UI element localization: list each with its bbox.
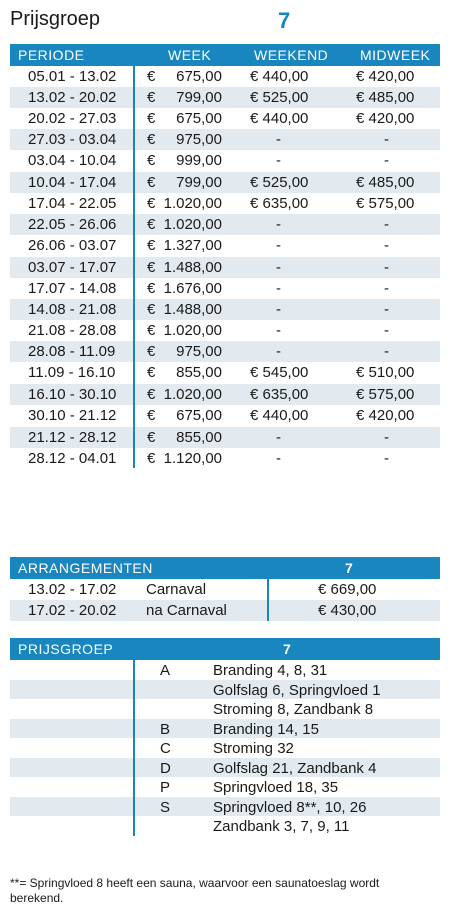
page-title: Prijsgroep <box>10 8 101 30</box>
weekend-price: € 440,00 <box>250 407 309 424</box>
weekend-price: - <box>276 237 281 254</box>
header-midweek: MIDWEEK <box>360 47 431 63</box>
period-row <box>10 129 440 150</box>
footnote: **= Springvloed 8 heeft een sauna, waarvoor een saunatoeslag wordt berekend. <box>10 876 380 905</box>
price-group-code: B <box>160 720 171 738</box>
period-cell: 17.07 - 14.08 <box>28 280 117 297</box>
period-cell: 03.07 - 17.07 <box>28 259 117 276</box>
weekend-price: - <box>276 429 281 446</box>
weekend-price: - <box>276 450 281 467</box>
price-group-locations: Zandbank 3, 7, 9, 11 <box>213 818 350 835</box>
week-price: 675,00 <box>176 407 222 424</box>
midweek-price: € 420,00 <box>356 110 415 127</box>
price-group-locations: Golfslag 6, Springvloed 1 <box>213 681 381 699</box>
weekend-price: - <box>276 280 281 297</box>
group-number: 7 <box>278 8 291 33</box>
week-currency: € <box>147 259 156 276</box>
weekend-price: € 525,00 <box>250 89 309 106</box>
arrangements-title: ARRANGEMENTEN <box>18 560 153 576</box>
weekend-price: - <box>276 259 281 276</box>
price-group-locations: Stroming 8, Zandbank 8 <box>213 701 374 718</box>
price-group-row <box>10 816 440 836</box>
week-currency: € <box>147 152 156 169</box>
midweek-price: - <box>384 216 389 233</box>
price-group-row <box>10 719 440 739</box>
price-group-locations: Golfslag 21, Zandbank 4 <box>213 759 377 777</box>
midweek-price: - <box>384 429 389 446</box>
period-cell: 16.10 - 30.10 <box>28 386 117 403</box>
midweek-price: € 485,00 <box>356 89 415 106</box>
arrangement-price: € 430,00 <box>318 602 377 619</box>
period-table-header <box>10 44 440 66</box>
weekend-price: - <box>276 343 281 360</box>
week-currency: € <box>147 407 156 424</box>
price-group-row <box>10 758 440 778</box>
week-price: 1.120,00 <box>163 450 222 467</box>
price-group-code: D <box>160 759 171 777</box>
week-currency: € <box>147 429 156 446</box>
period-cell: 05.01 - 13.02 <box>28 68 117 85</box>
weekend-price: € 635,00 <box>250 195 309 212</box>
week-currency: € <box>147 131 156 148</box>
midweek-price: - <box>384 131 389 148</box>
period-cell: 10.04 - 17.04 <box>28 174 117 191</box>
period-row <box>10 384 440 405</box>
header-periode: PERIODE <box>18 47 85 63</box>
period-row <box>10 448 440 469</box>
period-row <box>10 66 440 87</box>
week-price: 999,00 <box>176 152 222 169</box>
arrangement-price: € 669,00 <box>318 581 377 598</box>
week-currency: € <box>147 216 156 233</box>
week-currency: € <box>147 322 156 339</box>
period-row <box>10 108 440 129</box>
week-currency: € <box>147 301 156 318</box>
price-group-row <box>10 738 440 758</box>
period-row <box>10 193 440 214</box>
period-row <box>10 278 440 299</box>
week-price: 675,00 <box>176 68 222 85</box>
week-price: 1.020,00 <box>163 195 222 212</box>
weekend-price: € 635,00 <box>250 386 309 403</box>
week-currency: € <box>147 237 156 254</box>
price-group-row <box>10 797 440 817</box>
period-cell: 11.09 - 16.10 <box>28 364 116 381</box>
midweek-price: - <box>384 322 389 339</box>
header-week: WEEK <box>168 47 212 63</box>
period-cell: 13.02 - 20.02 <box>28 89 117 106</box>
weekend-price: - <box>276 322 281 339</box>
arrangement-period: 13.02 - 17.02 <box>28 581 117 598</box>
period-cell: 28.08 - 11.09 <box>28 343 116 360</box>
period-cell: 21.12 - 28.12 <box>28 429 117 446</box>
period-row <box>10 150 440 171</box>
header-weekend: WEEKEND <box>254 47 329 63</box>
weekend-price: € 440,00 <box>250 110 309 127</box>
price-groups-title: PRIJSGROEP <box>18 641 114 657</box>
midweek-price: - <box>384 343 389 360</box>
week-price: 855,00 <box>176 364 222 381</box>
price-group-locations: Stroming 32 <box>213 740 294 757</box>
week-currency: € <box>147 364 156 381</box>
midweek-price: € 420,00 <box>356 407 415 424</box>
week-price: 1.488,00 <box>163 301 222 318</box>
price-groups-divider <box>133 660 135 836</box>
arrangements-divider <box>267 579 269 621</box>
period-row <box>10 362 440 383</box>
price-group-locations: Springvloed 18, 35 <box>213 779 339 796</box>
price-group-row <box>10 660 440 680</box>
week-currency: € <box>147 343 156 360</box>
week-currency: € <box>147 195 156 212</box>
price-group-locations: Branding 14, 15 <box>213 720 319 738</box>
period-row <box>10 235 440 256</box>
period-cell: 14.08 - 21.08 <box>28 301 117 318</box>
period-cell: 26.06 - 03.07 <box>28 237 117 254</box>
week-price: 675,00 <box>176 110 222 127</box>
week-price: 1.327,00 <box>163 237 222 254</box>
period-row <box>10 405 440 426</box>
price-group-locations: Springvloed 8**, 10, 26 <box>213 798 367 816</box>
weekend-price: € 525,00 <box>250 174 309 191</box>
period-cell: 28.12 - 04.01 <box>28 450 117 467</box>
midweek-price: - <box>384 152 389 169</box>
period-table-divider <box>133 66 135 468</box>
midweek-price: € 575,00 <box>356 386 415 403</box>
period-row <box>10 320 440 341</box>
week-price: 799,00 <box>176 89 222 106</box>
week-currency: € <box>147 386 156 403</box>
week-currency: € <box>147 450 156 467</box>
arrangements-header <box>10 557 440 579</box>
midweek-price: - <box>384 237 389 254</box>
week-price: 1.488,00 <box>163 259 222 276</box>
price-group-row <box>10 699 440 719</box>
period-row <box>10 87 440 108</box>
midweek-price: - <box>384 280 389 297</box>
week-price: 799,00 <box>176 174 222 191</box>
price-group-code: C <box>160 740 171 757</box>
period-row <box>10 427 440 448</box>
price-group-code: P <box>160 779 171 796</box>
week-price: 855,00 <box>176 429 222 446</box>
arrangements-group-number: 7 <box>345 560 354 576</box>
midweek-price: € 485,00 <box>356 174 415 191</box>
weekend-price: - <box>276 301 281 318</box>
week-price: 1.676,00 <box>163 280 222 297</box>
weekend-price: € 440,00 <box>250 68 309 85</box>
arrangement-name: Carnaval <box>146 581 207 598</box>
week-price: 1.020,00 <box>163 322 222 339</box>
price-groups-header <box>10 638 440 660</box>
week-price: 975,00 <box>176 343 222 360</box>
midweek-price: € 575,00 <box>356 195 415 212</box>
period-row <box>10 341 440 362</box>
week-price: 1.020,00 <box>163 386 222 403</box>
midweek-price: - <box>384 450 389 467</box>
midweek-price: - <box>384 301 389 318</box>
period-cell: 20.02 - 27.03 <box>28 110 117 127</box>
arrangement-name: na Carnaval <box>146 602 227 619</box>
midweek-price: - <box>384 259 389 276</box>
week-currency: € <box>147 89 156 106</box>
week-currency: € <box>147 280 156 297</box>
week-price: 975,00 <box>176 131 222 148</box>
midweek-price: € 420,00 <box>356 68 415 85</box>
period-cell: 03.04 - 10.04 <box>28 152 117 169</box>
period-row <box>10 299 440 320</box>
period-cell: 22.05 - 26.06 <box>28 216 117 233</box>
price-group-code: S <box>160 798 171 816</box>
midweek-price: € 510,00 <box>356 364 415 381</box>
period-cell: 30.10 - 21.12 <box>28 407 117 424</box>
arrangement-row <box>10 600 440 621</box>
price-group-locations: Branding 4, 8, 31 <box>213 662 328 679</box>
week-currency: € <box>147 110 156 127</box>
week-price: 1.020,00 <box>163 216 222 233</box>
weekend-price: - <box>276 216 281 233</box>
period-cell: 17.04 - 22.05 <box>28 195 117 212</box>
price-group-row <box>10 777 440 797</box>
period-row <box>10 172 440 193</box>
period-row <box>10 257 440 278</box>
price-group-row <box>10 680 440 700</box>
weekend-price: - <box>276 131 281 148</box>
week-currency: € <box>147 68 156 85</box>
period-cell: 21.08 - 28.08 <box>28 322 117 339</box>
arrangement-period: 17.02 - 20.02 <box>28 602 117 619</box>
price-group-code: A <box>160 662 171 679</box>
weekend-price: € 545,00 <box>250 364 309 381</box>
period-cell: 27.03 - 03.04 <box>28 131 117 148</box>
week-currency: € <box>147 174 156 191</box>
weekend-price: - <box>276 152 281 169</box>
arrangement-row <box>10 579 440 600</box>
price-groups-number: 7 <box>283 641 292 657</box>
period-row <box>10 214 440 235</box>
